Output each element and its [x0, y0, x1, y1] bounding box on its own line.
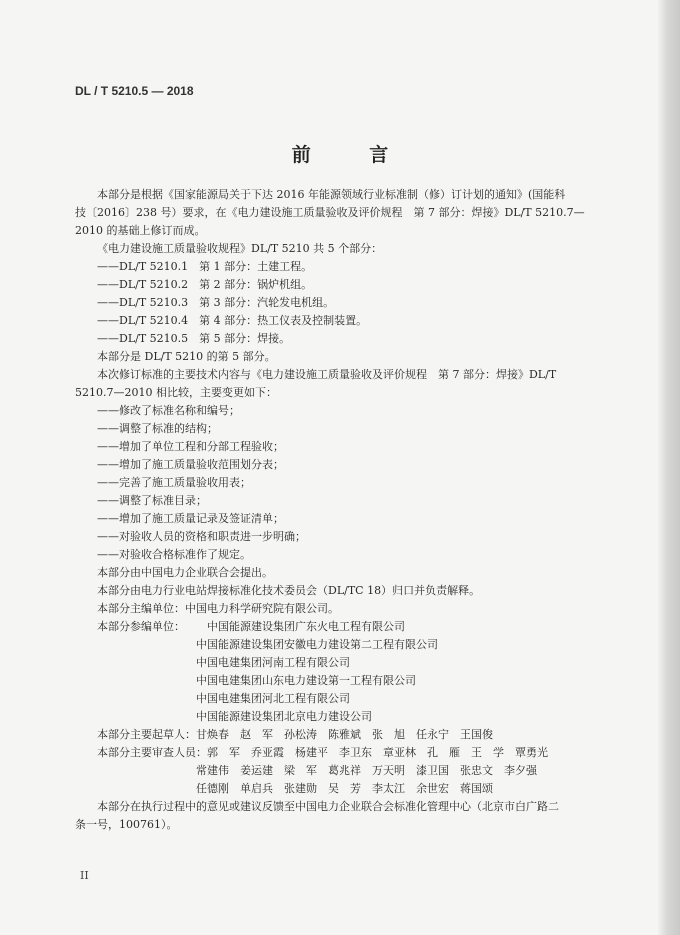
- drafter-name: 甘焕春: [196, 728, 229, 741]
- reviewers-row-1: [75, 744, 608, 762]
- reviewer-name: 孔 雁: [427, 746, 460, 759]
- intro-line-2: 技〔2016〕238 号）要求，在《电力建设施工质量验收及评价规程 第 7 部分：焊接》DL/T 5210.7—: [75, 206, 585, 219]
- participant-unit: 中国电建集团山东电力建设第一工程有限公司: [196, 674, 416, 687]
- part-item: ——DL/T 5210.1 第 1 部分：土建工程。: [97, 260, 313, 273]
- change-item: ——调整了标准目录；: [97, 494, 207, 507]
- part-statement: 本部分是 DL/T 5210 的第 5 部分。: [97, 350, 276, 363]
- interpreter-statement: 本部分由电力行业电站焊接标准化技术委员会（DL/TC 18）归口并负责解释。: [97, 584, 481, 597]
- drafter-name: 孙松涛: [284, 728, 317, 741]
- participant-unit: 中国能源建设集团广东火电工程有限公司: [207, 620, 405, 633]
- drafter-name: 赵 军: [240, 728, 273, 741]
- participant-unit: 中国电建集团河南工程有限公司: [196, 656, 350, 669]
- reviewer-name: 单启兵: [240, 782, 273, 795]
- reviewer-name: 王 学: [471, 746, 504, 759]
- part-item: ——DL/T 5210.4 第 4 部分：热工仪表及控制装置。: [97, 314, 368, 327]
- participants-label: 本部分参编单位：: [97, 620, 185, 633]
- drafters-names: [196, 726, 504, 744]
- reviewers-row-3: [75, 780, 608, 798]
- drafters-row: [75, 726, 608, 744]
- proposer-statement: 本部分由中国电力企业联合会提出。: [97, 566, 273, 579]
- parts-intro: 《电力建设施工质量验收规程》DL/T 5210 共 5 个部分：: [97, 242, 383, 255]
- reviewer-name: 葛兆祥: [328, 764, 361, 777]
- reviewer-name: 姜运建: [240, 764, 273, 777]
- participant-unit: 中国电建集团河北工程有限公司: [196, 692, 350, 705]
- changes-intro-line-2: 5210.7—2010 相比较，主要变更如下：: [75, 386, 277, 399]
- reviewer-name: 任德刚: [196, 782, 229, 795]
- reviewers-label: 本部分主要审查人员：: [97, 746, 207, 759]
- reviewer-name: 李卫东: [339, 746, 372, 759]
- change-item: ——修改了标准名称和编号；: [97, 404, 240, 417]
- part-item: ——DL/T 5210.5 第 5 部分：焊接。: [97, 332, 291, 345]
- part-item: ——DL/T 5210.3 第 3 部分：汽轮发电机组。: [97, 296, 335, 309]
- reviewers-names-1: [207, 744, 559, 762]
- reviewer-name: 杨建平: [295, 746, 328, 759]
- reviewer-name: 乔亚霞: [251, 746, 284, 759]
- reviewer-name: 覃勇光: [515, 746, 548, 759]
- reviewer-name: 余世宏: [416, 782, 449, 795]
- participant-unit: 中国能源建设集团安徽电力建设第二工程有限公司: [196, 638, 438, 651]
- reviewers-names-2: [196, 762, 548, 780]
- page-number: II: [80, 869, 89, 882]
- drafter-name: 任永宁: [416, 728, 449, 741]
- reviewer-name: 章亚林: [383, 746, 416, 759]
- reviewers-names-3: [196, 780, 504, 798]
- reviewer-name: 李太江: [372, 782, 405, 795]
- intro-line-1: 本部分是根据《国家能源局关于下达 2016 年能源领域行业标准制（修）订计划的通知》(国能科: [97, 188, 566, 201]
- drafters-label: 本部分主要起草人：: [97, 728, 196, 741]
- feedback-line-2: 条一号，100761）。: [75, 818, 178, 831]
- reviewer-name: 蒋国颂: [460, 782, 493, 795]
- reviewers-row-2: [75, 762, 608, 780]
- reviewer-name: 郭 军: [207, 746, 240, 759]
- standard-code-header: DL / T 5210.5 — 2018: [75, 84, 194, 98]
- document-body: [75, 186, 608, 834]
- chief-editor-statement: 本部分主编单位：中国电力科学研究院有限公司。: [97, 602, 339, 615]
- reviewer-name: 梁 军: [284, 764, 317, 777]
- drafter-name: 陈雅斌: [328, 728, 361, 741]
- drafter-name: 王国俊: [460, 728, 493, 741]
- intro-line-3: 2010 的基础上修订而成。: [75, 224, 206, 237]
- reviewer-name: 万天明: [372, 764, 405, 777]
- part-item: ——DL/T 5210.2 第 2 部分：锅炉机组。: [97, 278, 313, 291]
- feedback-line-1: 本部分在执行过程中的意见或建议反馈至中国电力企业联合会标准化管理中心（北京市白广路二: [97, 800, 559, 813]
- change-item: ——增加了单位工程和分部工程验收；: [97, 440, 284, 453]
- changes-intro-line-1: 本次修订标准的主要技术内容与《电力建设施工质量验收及评价规程 第 7 部分：焊接》DL/T: [97, 368, 557, 381]
- participants-first-row: [75, 618, 608, 636]
- reviewer-name: 漆卫国: [416, 764, 449, 777]
- page-title: 前 言: [291, 144, 415, 166]
- reviewer-name: 张忠文: [460, 764, 493, 777]
- change-item: ——对验收合格标准作了规定。: [97, 548, 251, 561]
- change-item: ——完善了施工质量验收用表；: [97, 476, 251, 489]
- reviewer-name: 李夕强: [504, 764, 537, 777]
- participant-unit: 中国能源建设集团北京电力建设公司: [196, 710, 372, 723]
- reviewer-name: 常建伟: [196, 764, 229, 777]
- reviewer-name: 吴 芳: [328, 782, 361, 795]
- change-item: ——增加了施工质量记录及签证清单；: [97, 512, 284, 525]
- change-item: ——调整了标准的结构；: [97, 422, 218, 435]
- reviewer-name: 张建勋: [284, 782, 317, 795]
- drafter-name: 张 旭: [372, 728, 405, 741]
- change-item: ——增加了施工质量验收范围划分表；: [97, 458, 284, 471]
- change-item: ——对验收人员的资格和职责进一步明确；: [97, 530, 306, 543]
